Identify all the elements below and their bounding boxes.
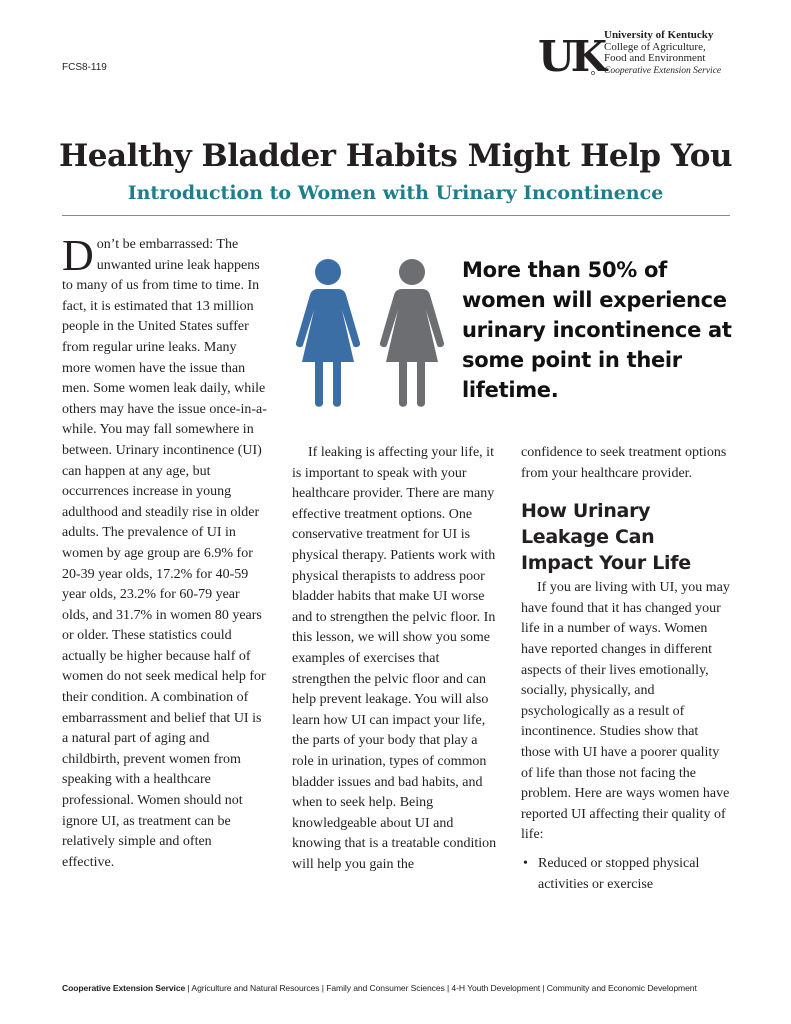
college-name-line2: Food and Environment — [604, 52, 706, 64]
column-1 — [62, 231, 267, 873]
column-2 — [292, 443, 499, 875]
list-item — [521, 854, 731, 895]
university-name: University of Kentucky — [604, 29, 714, 41]
footer-lead: Cooperative Extension Service — [62, 983, 186, 993]
college-name-line1: College of Agriculture, — [604, 40, 706, 53]
impact-list — [521, 854, 731, 895]
women-figures-illustration — [290, 258, 452, 408]
uk-logo — [536, 31, 604, 81]
page-title: Healthy Bladder Habits Might Help You — [58, 138, 733, 174]
intro-paragraph: on’t be embarrassed: The unwanted urine leak happens to many of us from time to time. In fact, it is estimated that 13 million people in the United States suffer from regular urine leaks. Many more women have the issue than men. Some women leak daily, while others may have the issue once-in-a-while. You may fall somewhere in between. Urinary incontinence (UI) can happen at any age, but occurrences increase in young adulthood and steadily rise in older adults. The prevalence of UI in women by age group are 6.9% for 20-39 year olds, 17.2% for 40-59 year olds, 23.2% for 60-79 year olds, and 31.7% in women 80 years or older. These statistics could actually be higher because half of women do not seek medical help for their condition. A combination of embarrassment and belief that UI is a natural part of aging and childbirth, prevent women from speaking with a healthcare professional. Women should not ignore UI, as treatment can be relatively simple and often effective. — [62, 237, 267, 870]
extension-service: Cooperative Extension Service — [604, 65, 722, 76]
treatment-paragraph: If leaking is affecting your life, it is important to speak with your healthcare provider. There are many effective treatment options. One conservative treatment for UI is physical therapy. Patients work with physical therapists to address poor bladder habits that make UI worse and to strengthen the pelvic floor. In this lesson, we will show you some examples of exercises that strengthen the pelvic floor and can help prevent leakage. You will also learn how UI can impact your life, the parts of your body that play a role in urination, types of common bladder issues and bad habits, and when to seek help. Being knowledgeable about UI and knowing that is a treatable condition will help you gain the — [292, 445, 497, 872]
section-heading: How Urinary Leakage Can Impact Your Life — [521, 500, 691, 575]
document-code: FCS8-119 — [62, 62, 107, 73]
footer-programs: | Agriculture and Natural Resources | Family and Consumer Sciences | 4-H Youth Development | Community and Economic Development — [185, 983, 697, 993]
footer — [62, 983, 742, 993]
organization-block — [604, 30, 721, 77]
statistic-callout: More than 50% of women will experience urinary incontinence at some point in their lifetime. — [462, 258, 732, 402]
column-3 — [521, 443, 731, 895]
drop-cap: D — [62, 231, 94, 280]
bullet-icon: • — [523, 855, 528, 871]
woman-figure-gray-icon — [380, 259, 444, 407]
list-item-text: Reduced or stopped physical activities or exercise — [538, 855, 700, 892]
woman-figure-blue-icon — [296, 259, 360, 407]
page-subtitle: Introduction to Women with Urinary Incontinence — [127, 182, 664, 204]
title-divider — [62, 215, 730, 216]
continuation-paragraph: confidence to seek treatment options from your healthcare provider. — [521, 445, 727, 481]
svg-text:UK: UK — [538, 32, 604, 81]
impact-paragraph: If you are living with UI, you may have found that it has changed your life in a number of ways. Women have reported changes in different aspects of their lives emotionally, socially, physically, and psychologically as a result of incontinence. Studies show that those with UI have a poorer quality of life than those not facing the problem. Here are ways women have reported UI affecting their quality of life: — [521, 580, 730, 843]
